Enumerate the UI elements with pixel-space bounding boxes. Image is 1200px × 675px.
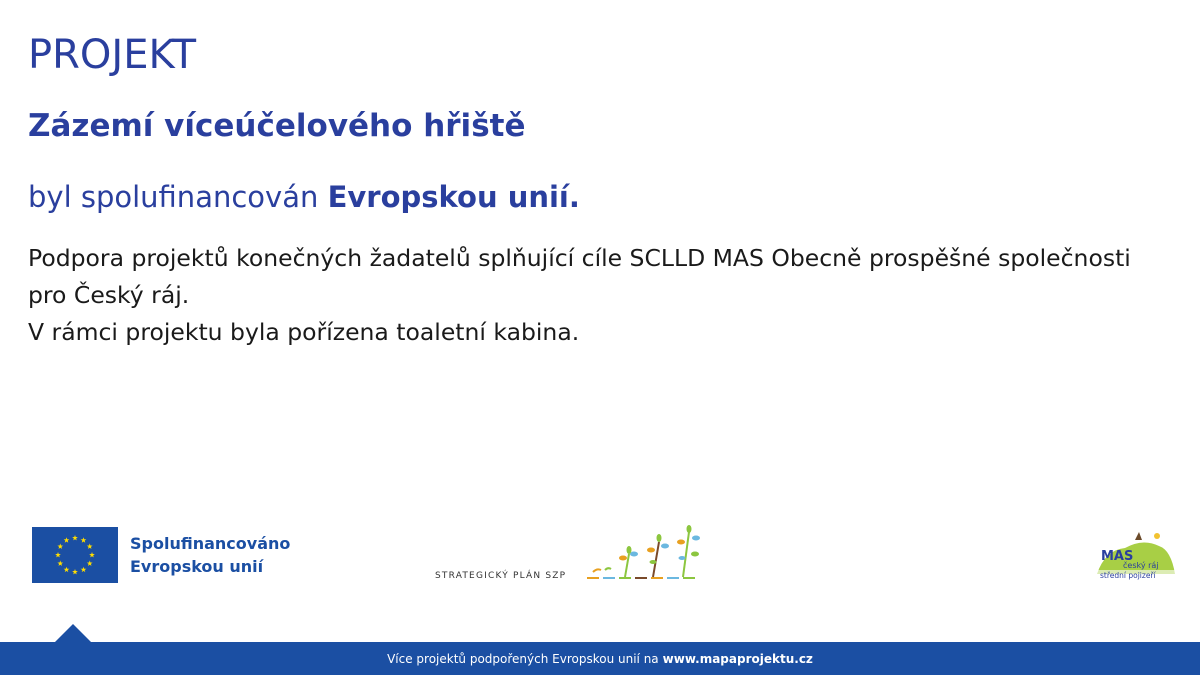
szp-logo-text: STRATEGICKÝ PLÁN SZP xyxy=(435,571,567,581)
mas-logo-line3: střední pojizeří xyxy=(1100,571,1156,580)
eu-logo-line1: Spolufinancováno xyxy=(130,534,291,553)
eu-logo-text xyxy=(130,532,290,578)
mas-cesky-raj-logo xyxy=(1095,530,1177,582)
footer-text xyxy=(0,642,1200,675)
sprouting-plants-icon xyxy=(579,524,715,586)
footer-bar xyxy=(0,642,1200,675)
mas-logo-line1: MAS xyxy=(1101,549,1134,564)
description-paragraph: Podpora projektů konečných žadatelů splňující cíle SCLLD MAS Obecně prospěšné společnosti pro Český ráj. xyxy=(28,244,1131,309)
footer-notch xyxy=(55,624,91,642)
eu-logo-line2: Evropskou unií xyxy=(130,557,264,576)
cofinanced-prefix: byl spolufinancován xyxy=(28,180,328,214)
footer-link[interactable]: www.mapaprojektu.cz xyxy=(662,651,813,666)
mas-logo-line2: český ráj xyxy=(1123,561,1159,570)
eu-cofinanced-logo xyxy=(32,527,290,583)
footer-label: Více projektů podpořených Evropskou unií na xyxy=(387,651,659,666)
eu-flag-icon xyxy=(32,527,118,583)
project-description xyxy=(28,240,1168,351)
cofinanced-emphasis: Evropskou unií. xyxy=(327,180,580,214)
strategic-plan-szp-logo xyxy=(435,524,715,586)
page-heading: PROJEKT xyxy=(28,32,197,78)
cofinanced-statement xyxy=(28,180,580,214)
project-name: Zázemí víceúčelového hřiště xyxy=(28,108,526,144)
description-paragraph: V rámci projektu byla pořízena toaletní kabina. xyxy=(28,318,580,346)
